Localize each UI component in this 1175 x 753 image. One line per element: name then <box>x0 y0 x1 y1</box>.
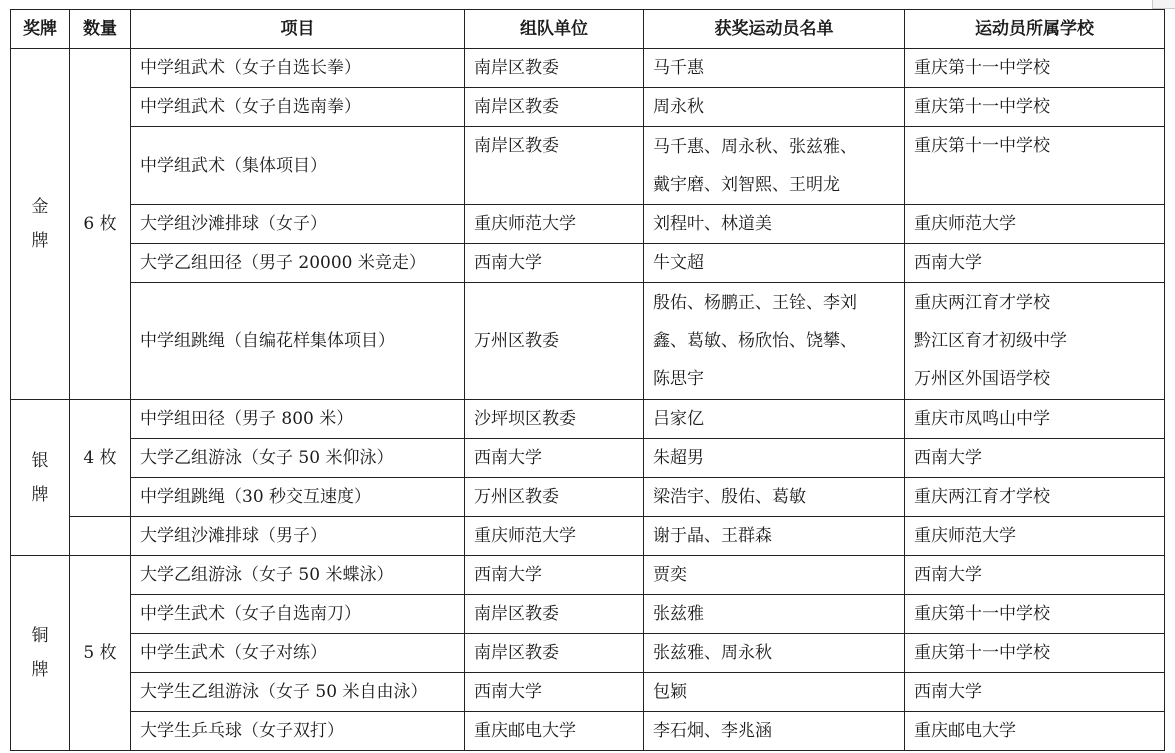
count-bronze: 5 枚 <box>70 556 131 751</box>
table-row <box>11 673 1165 712</box>
header-row <box>11 10 1165 49</box>
athletes-cell <box>644 283 905 400</box>
table-row <box>11 400 1165 439</box>
table-row <box>11 478 1165 517</box>
unit-cell: 南岸区教委 <box>465 49 644 88</box>
unit-cell: 南岸区教委 <box>465 127 644 205</box>
school-cell: 重庆市凤鸣山中学 <box>905 400 1165 439</box>
school-cell: 西南大学 <box>905 673 1165 712</box>
medal-char: 牌 <box>31 484 49 505</box>
event-cell: 中学组跳绳（30 秒交互速度） <box>131 478 465 517</box>
athletes-cell: 周永秋 <box>644 88 905 127</box>
school-cell: 重庆第十一中学校 <box>905 634 1165 673</box>
unit-cell: 南岸区教委 <box>465 88 644 127</box>
medal-char: 牌 <box>31 660 49 680</box>
school-cell: 重庆师范大学 <box>905 517 1165 556</box>
table-row <box>11 517 1165 556</box>
school-cell: 重庆邮电大学 <box>905 712 1165 751</box>
event-cell: 大学乙组游泳（女子 50 米蝶泳） <box>131 556 465 595</box>
table-row <box>11 88 1165 127</box>
event-cell: 大学乙组田径（男子 20000 米竞走） <box>131 244 465 283</box>
school-cell <box>905 283 1165 400</box>
unit-cell: 西南大学 <box>465 439 644 478</box>
athletes-cell: 牛文超 <box>644 244 905 283</box>
unit-cell: 重庆邮电大学 <box>465 712 644 751</box>
event-cell: 中学组跳绳（自编花样集体项目） <box>131 283 465 400</box>
school-cell: 重庆第十一中学校 <box>905 595 1165 634</box>
athletes-cell: 朱超男 <box>644 439 905 478</box>
header-medal: 奖牌 <box>11 10 70 49</box>
athletes-line: 陈思宇 <box>653 369 704 389</box>
school-cell: 西南大学 <box>905 439 1165 478</box>
athletes-line: 戴宇磨、刘智熙、王明龙 <box>653 174 840 195</box>
medal-char: 牌 <box>31 231 49 251</box>
unit-cell: 西南大学 <box>465 244 644 283</box>
event-cell: 大学组沙滩排球（女子） <box>131 205 465 244</box>
medal-gold <box>11 49 70 400</box>
event-cell: 中学生武术（女子自选南刀） <box>131 595 465 634</box>
header-athletes: 获奖运动员名单 <box>644 10 905 49</box>
athletes-cell: 刘程叶、林道美 <box>644 205 905 244</box>
event-cell: 中学组武术（女子自选长拳） <box>131 49 465 88</box>
event-cell: 中学生武术（女子对练） <box>131 634 465 673</box>
school-line: 重庆两江育才学校 <box>914 293 1050 313</box>
medal-table-container <box>10 9 1165 751</box>
school-cell: 重庆师范大学 <box>905 205 1165 244</box>
event-cell: 大学乙组游泳（女子 50 米仰泳） <box>131 439 465 478</box>
count-silver-cont <box>70 517 131 556</box>
athletes-line: 马千惠、周永秋、张兹雅、 <box>653 136 857 157</box>
athletes-cell: 贾奕 <box>644 556 905 595</box>
school-line: 万州区外国语学校 <box>914 369 1050 389</box>
unit-cell: 南岸区教委 <box>465 634 644 673</box>
school-cell: 重庆两江育才学校 <box>905 478 1165 517</box>
event-cell: 中学组武术（女子自选南拳） <box>131 88 465 127</box>
corner-artifact <box>1152 0 1175 9</box>
unit-cell: 西南大学 <box>465 556 644 595</box>
athletes-cell <box>644 127 905 205</box>
medal-silver <box>11 400 70 556</box>
school-cell: 西南大学 <box>905 556 1165 595</box>
table-row <box>11 595 1165 634</box>
unit-cell: 万州区教委 <box>465 478 644 517</box>
athletes-cell: 张兹雅、周永秋 <box>644 634 905 673</box>
table-row <box>11 634 1165 673</box>
athletes-line: 殷佑、杨鹏正、王铨、李刘 <box>653 293 857 313</box>
medal-table <box>10 9 1165 751</box>
medal-char: 铜 <box>31 626 49 646</box>
event-cell: 中学组武术（集体项目） <box>131 127 465 205</box>
header-count: 数量 <box>70 10 131 49</box>
athletes-cell: 马千惠 <box>644 49 905 88</box>
medal-char: 金 <box>31 197 49 217</box>
unit-cell: 西南大学 <box>465 673 644 712</box>
event-cell: 大学生乙组游泳（女子 50 米自由泳） <box>131 673 465 712</box>
event-cell: 中学组田径（男子 800 米） <box>131 400 465 439</box>
athletes-line: 鑫、葛敏、杨欣怡、饶攀、 <box>653 331 857 351</box>
table-row <box>11 283 1165 400</box>
header-event: 项目 <box>131 10 465 49</box>
medal-char: 银 <box>31 450 49 471</box>
header-unit: 组队单位 <box>465 10 644 49</box>
athletes-cell: 包颖 <box>644 673 905 712</box>
table-row <box>11 556 1165 595</box>
athletes-cell: 李石炯、李兆涵 <box>644 712 905 751</box>
table-row <box>11 712 1165 751</box>
medal-bronze <box>11 556 70 751</box>
athletes-cell: 梁浩宇、殷佑、葛敏 <box>644 478 905 517</box>
count-silver: 4 枚 <box>70 400 131 517</box>
athletes-cell: 张兹雅 <box>644 595 905 634</box>
athletes-cell: 吕家亿 <box>644 400 905 439</box>
school-cell: 西南大学 <box>905 244 1165 283</box>
school-cell: 重庆第十一中学校 <box>905 49 1165 88</box>
table-row <box>11 244 1165 283</box>
table-row <box>11 49 1165 88</box>
school-cell: 重庆第十一中学校 <box>905 127 1165 205</box>
table-row <box>11 439 1165 478</box>
unit-cell: 万州区教委 <box>465 283 644 400</box>
unit-cell: 南岸区教委 <box>465 595 644 634</box>
event-cell: 大学组沙滩排球（男子） <box>131 517 465 556</box>
table-row <box>11 205 1165 244</box>
event-cell: 大学生乒乓球（女子双打） <box>131 712 465 751</box>
table-row <box>11 127 1165 205</box>
count-gold: 6 枚 <box>70 49 131 400</box>
unit-cell: 重庆师范大学 <box>465 517 644 556</box>
athletes-cell: 谢于晶、王群森 <box>644 517 905 556</box>
school-line: 黔江区育才初级中学 <box>914 331 1067 351</box>
unit-cell: 重庆师范大学 <box>465 205 644 244</box>
header-school: 运动员所属学校 <box>905 10 1165 49</box>
unit-cell: 沙坪坝区教委 <box>465 400 644 439</box>
school-cell: 重庆第十一中学校 <box>905 88 1165 127</box>
